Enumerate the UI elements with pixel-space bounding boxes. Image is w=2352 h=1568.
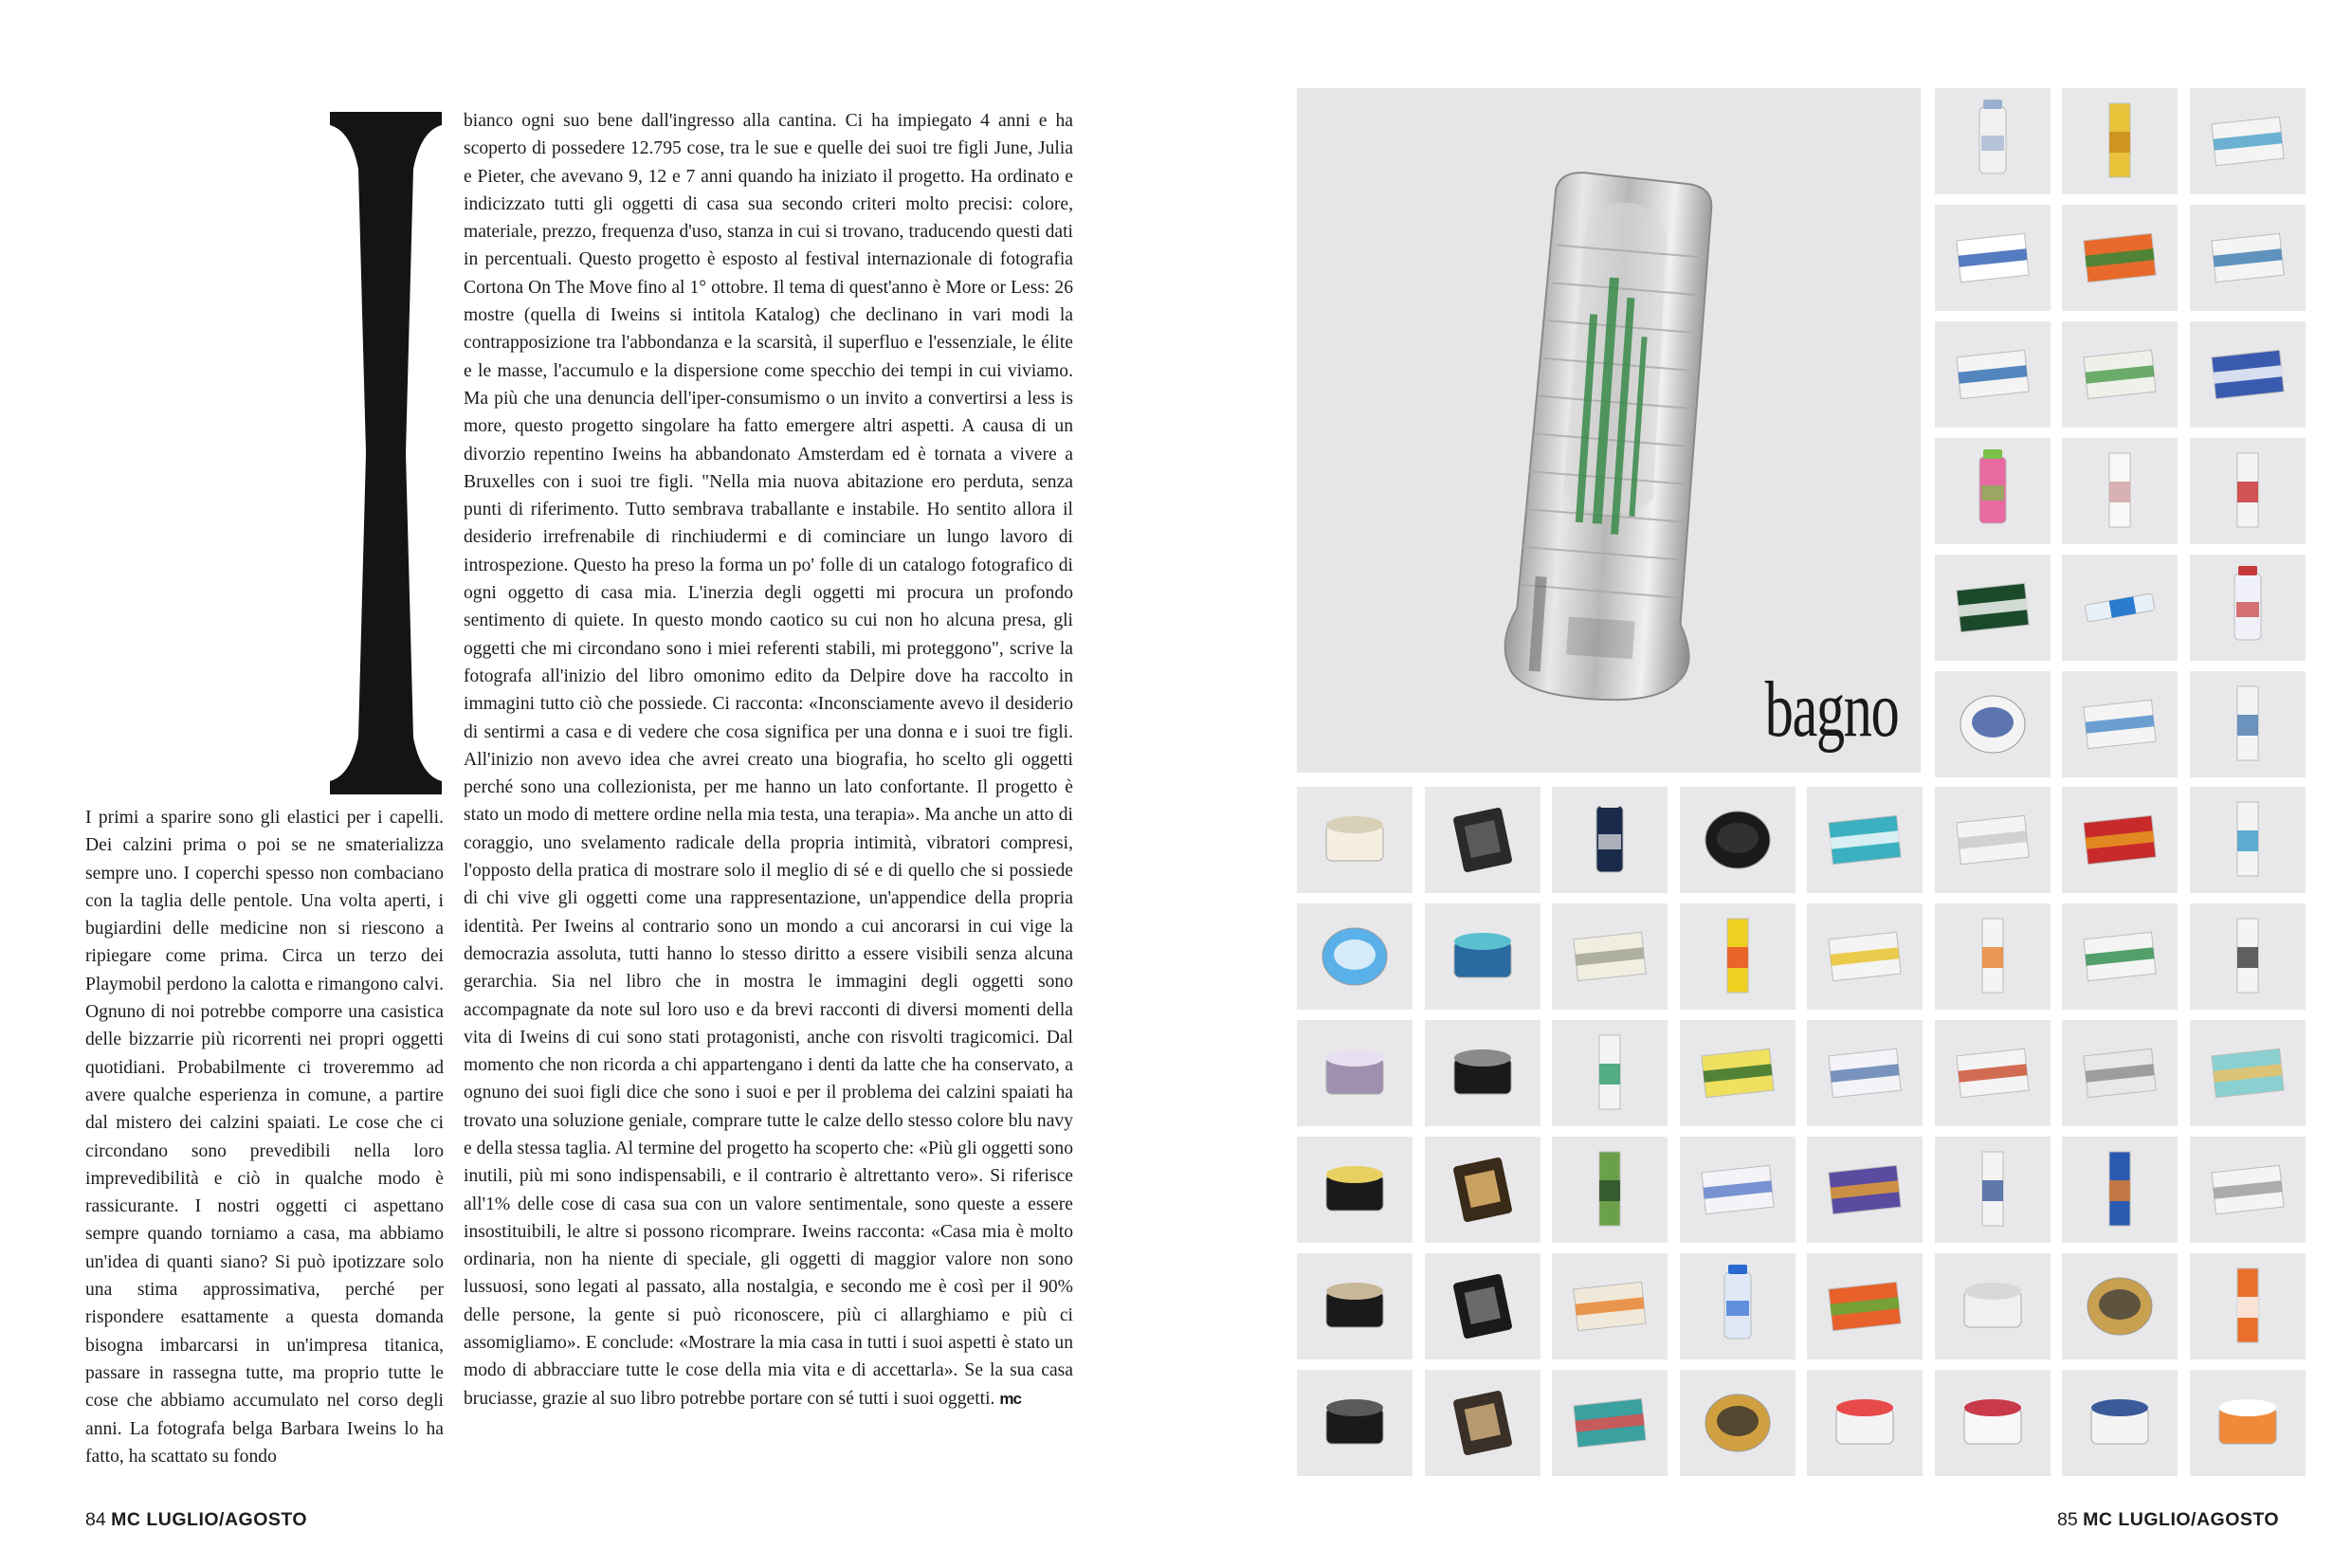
white-flat-box-icon <box>2190 1137 2306 1243</box>
middle-paragraph-text: bianco ogni suo bene dall'ingresso alla cantina. Ci ha impiegato 4 anni e ha scoperto di possedere 12.795 cose, tra le sue e quelle dei suoi tre figli June, Julia e Pieter, che avevano 9, 12 e 7 anni quando ha iniziato il progetto. Ha ordinato e indicizzato tutti gli oggetti di casa sua secondo criteri molto precisi: colore, materiale, prezzo, frequenza d'uso, stanza in cui si trovano, traducendo questi dati in percentuali. Questo progetto è esposto al festival internazionale di fotografia Cortona On The Move fino al 1° ottobre. Il tema di quest'anno è More or Less: 26 mostre (quella di Iweins si intitola Katalog) che declinano in vari modi la contrapposizione tra l'abbondanza e la scarsità, il superfluo e l'essenziale, le élite e le masse, l'accumulo e la dispersione come specchio dei tempi in cui viviamo. Ma più che una denuncia dell'iper-consumismo o un invito a convertirsi a less is more, questo progetto singolare ha fatto emergere altri aspetti. A causa di un divorzio repentino Iweins ha abbandonato Amsterdam ed è tornata a vivere a Bruxelles con i suoi tre figli. "Nella mia nuova abitazione ero perduta, senza punti di riferimento. Tutto sembrava traballante e instabile. Ho sentito allora il desiderio irrefrenabile di rinchiudermi e di cominciare un lungo lavoro di introspezione. Questo ha preso la forma un po' folle di un catalogo fotografico di ogni oggetto di casa mia. L'inerzia degli oggetti mi procura un profondo sentimento di quiete. In questo mondo caotico su cui non ho alcuna presa, gli oggetti che mi circondano sono i miei referenti stabili, mi proteggono", scrive la fotografa all'inizio del libro omonimo edito da Delpire dove ha raccolto in immagini tutto ciò che possiede. Ci racconta: «Inconsciamente avevo il desiderio di sentirmi a casa e di vedere che cosa significa per una donna e i suoi tre figli. All'inizio non avevo idea che avrei creato una biografia, ho scelto gli oggetti perché sono una collezionista, per me hanno un lato confortante. Il progetto è stato un modo di mettere ordine nella mia testa, una terapia». Ma anche un atto di coraggio, uno svelamento radicale della propria intimità, vibratori compresi, l'opposto della pratica di mostrare solo il meglio di sé e di quello che si possiede di chi vive gli oggetti come una rappresentazione, un'appendice della propria identità. Per Iweins al contrario sono un mondo a cui ancorarsi in cui vige la democrazia assoluta, tutti hanno lo stesso diritto a essere visibili senza alcuna gerarchia. Sia nel libro che in mostra le immagini degli oggetti sono accompagnate da note sul loro uso e da brevi racconti di diversi momenti della vita di Iweins di cui sono stati protagonisti, anche con risvolti tragicomici. Dal momento che non ricorda a chi appartengano i denti da latte che ha conservato, a ognuno dei suoi figli dice che sono i suoi e per il problema dei calzini spaiati ha trovato una soluzione geniale, comprare tutte le calze dello stesso colore blu navy e della stessa taglia. Al termine del progetto ha scoperto che: «Più gli oggetti sono inutili, più mi sono indispensabili, e il contrario è altrettanto vero». Si riferisce all'1% delle cose di casa sua con un valore sentimentale, sono queste a essere insostituibili, le altre si possono ricomprare. Iweins racconta: «Casa mia è molto ordinaria, non ha niente di speciale, gli oggetti di maggior valore non sono lussuosi, sono legati al passato, alla nostalgia, e secondo me è così per il 90% delle persone, la gente si può riconoscere, più ci allarghiamo e più ci assomigliamo». E conclude: «Mostrare la mia casa in tutti i suoi aspetti è stato un modo di abbracciare tutte le cose della mia vita e di accettarla». Se la sua casa bruciasse, grazie al suo libro potrebbe portare con sé tutti i suoi oggetti. <box>464 111 1073 1409</box>
product-photo-pink-bottle <box>1935 438 2051 544</box>
teal-blister-icon <box>2190 1020 2306 1126</box>
product-photo-cream-jar <box>1297 787 1413 893</box>
hero-suppository-photo <box>1297 88 1921 773</box>
pill-box-white-icon <box>2190 88 2306 194</box>
page-footer-left <box>85 1509 307 1531</box>
white-yellow-box-icon <box>1807 903 1923 1010</box>
purol-tin-icon <box>1935 671 2051 777</box>
yellow-tube-pack-icon <box>2062 88 2178 194</box>
middle-paragraph <box>464 107 1073 1413</box>
black-lid-jar-icon <box>1297 1253 1413 1359</box>
black-small-jar-icon <box>1297 1370 1413 1476</box>
product-photo-pill-bottle-dark <box>1552 787 1668 893</box>
product-photo-red-box <box>2062 787 2178 893</box>
blue-box-tilted-icon <box>2190 321 2306 428</box>
blue-tube-icon <box>2062 555 2178 661</box>
vaseline-tin-icon <box>1297 903 1413 1010</box>
blue-jar-icon <box>1425 903 1541 1010</box>
red-box-icon <box>2062 787 2178 893</box>
product-photo-buscopan-box <box>2062 205 2178 311</box>
product-photo-white-box-blue <box>2062 671 2178 777</box>
product-photo-blue-orange-box <box>2062 1137 2178 1243</box>
product-photo-teal-blister <box>2190 1020 2306 1126</box>
pill-bottle-dark-icon <box>1552 787 1668 893</box>
product-photo-black-palette <box>1425 1253 1541 1359</box>
product-photo-schnalls-box <box>1807 1137 1923 1243</box>
gold-mirror-icon <box>1680 1370 1796 1476</box>
product-photo-orange-card-box <box>1552 1253 1668 1359</box>
product-photo-white-gold-jar <box>2062 1370 2178 1476</box>
product-photo-green-box <box>1935 555 2051 661</box>
product-photo-blue-box-tilted <box>2190 321 2306 428</box>
product-photo-clear-jar <box>1935 1253 2051 1359</box>
product-photo-orange-white-box <box>1935 1020 2051 1126</box>
product-photo-black-lid-jar <box>1297 1253 1413 1359</box>
product-photo-blue-tube <box>2062 555 2178 661</box>
product-photo-white-pump-box <box>2190 787 2306 893</box>
product-photo-orange-jar <box>2190 1370 2306 1476</box>
end-sign: mc <box>999 1389 1021 1408</box>
white-tall-box-icon <box>1935 1137 2051 1243</box>
product-photo-orange-green-box <box>1807 1253 1923 1359</box>
product-photo-white-tub <box>1935 1370 2051 1476</box>
product-photo-teal-brush <box>1807 787 1923 893</box>
product-photo-white-box-stripe <box>2190 205 2306 311</box>
bronze-palette-icon <box>1425 1137 1541 1243</box>
white-orange-box-icon <box>1935 903 2051 1010</box>
white-slim-box-icon <box>2062 438 2178 544</box>
product-photo-tall-white-tube <box>2190 671 2306 777</box>
product-photo-green-tall-tube <box>1552 1137 1668 1243</box>
yellow-tube-icon <box>1680 903 1796 1010</box>
colorful-box-icon <box>1552 1370 1668 1476</box>
page-footer-right <box>2057 1509 2279 1531</box>
black-palette-icon <box>1425 1253 1541 1359</box>
white-box-stripe-icon <box>2190 205 2306 311</box>
white-green-box-icon <box>2062 903 2178 1010</box>
page-number-left: 84 <box>85 1509 106 1530</box>
product-photo-white-green-box <box>2062 903 2178 1010</box>
product-photo-cream-box <box>1552 903 1668 1010</box>
product-photo-yellow-box <box>1680 1020 1796 1126</box>
tall-white-tube-icon <box>2190 671 2306 777</box>
magazine-name-right: MC LUGLIO/AGOSTO <box>2083 1509 2280 1530</box>
green-label-box-icon <box>2062 321 2178 428</box>
product-photo-white-slim-box <box>2062 438 2178 544</box>
product-photo-sadoceb-tub <box>1807 1370 1923 1476</box>
white-blue-box-icon <box>1807 1020 1923 1126</box>
left-paragraph: I primi a sparire sono gli elastici per i capelli. Dei calzini prima o poi se ne smaterializza sempre uno. I coperchi spesso non combaciano con la taglia delle pentole. Una volta aperti, i bugiardini delle medicine non si riescono a ripiegare come prima. Circa un terzo dei Playmobil perdono la calotta e rimangono calvi. Ognuno di noi potrebbe comporre una casistica delle bizzarrie più ricorrenti nei propri oggetti quotidiani. Probabilmente ci troveremmo ad avere qualche esperienza in comune, a partire dal mistero dei calzini spaiati. Le cose che ci circondano sono prevedibili nella loro imprevedibilità e ciò in qualche modo è rassicurante. I nostri oggetti ci aspettano sempre quando torniamo a casa, ma abbiamo un'idea di quanti siano? Si può ipotizzare solo una stima approssimativa, perché per rispondere esattamente a questa domanda bisogna imbarcarsi in un'impresa titanica, passare in rassegna tutte, ma proprio tutte le cose che abbiamo accumulato nel corso degli anni. La fotografa belga Barbara Iweins lo ha fatto, ha scattato su fondo <box>85 808 444 1467</box>
product-photo-blue-jar <box>1425 903 1541 1010</box>
product-photo-pill-box-white <box>2190 88 2306 194</box>
product-photo-black-round-jar <box>1297 1137 1413 1243</box>
product-photo-orange-carton <box>2190 1253 2306 1359</box>
blue-cap-bottle-icon <box>1680 1253 1796 1359</box>
magazine-name-left: MC LUGLIO/AGOSTO <box>111 1509 308 1530</box>
product-photo-gold-compact <box>2062 1253 2178 1359</box>
orange-jar-icon <box>2190 1370 2306 1476</box>
white-box-blue-icon <box>2062 671 2178 777</box>
product-photo-lysox-box <box>1935 205 2051 311</box>
product-photo-white-slim-stripe <box>2190 903 2306 1010</box>
green-white-tube-icon <box>1552 1020 1668 1126</box>
blue-white-box-icon <box>1680 1137 1796 1243</box>
product-photo-white-tall-box <box>1935 1137 2051 1243</box>
article-text-left <box>85 804 444 1470</box>
product-photo-purple-jar <box>1297 1020 1413 1126</box>
product-photo-green-white-tube <box>1552 1020 1668 1126</box>
product-photo-bronze-palette <box>1425 1137 1541 1243</box>
product-photo-white-blue-box <box>1807 1020 1923 1126</box>
article-text-middle <box>464 107 1073 1413</box>
product-photo-white-flat-box <box>2190 1137 2306 1243</box>
product-photo-yellow-tube-pack <box>2062 88 2178 194</box>
pink-bottle-icon <box>1935 438 2051 544</box>
black-jar-icon <box>1680 787 1796 893</box>
product-photo-eyeshadow-palette <box>1425 1370 1541 1476</box>
cream-jar-icon <box>1297 787 1413 893</box>
product-photo-gold-mirror <box>1680 1370 1796 1476</box>
orange-carton-icon <box>2190 1253 2306 1359</box>
black-pot-icon <box>1425 1020 1541 1126</box>
blue-orange-box-icon <box>2062 1137 2178 1243</box>
product-photo-colorful-box <box>1552 1370 1668 1476</box>
lotion-bottle-icon <box>1935 88 2051 194</box>
page-number-right: 85 <box>2057 1509 2078 1530</box>
orange-white-box-icon <box>1935 1020 2051 1126</box>
sedifress-box-icon <box>1935 321 2051 428</box>
yellow-box-icon <box>1680 1020 1796 1126</box>
spray-bottle-icon <box>2190 555 2306 661</box>
white-gold-jar-icon <box>2062 1370 2178 1476</box>
cream-box-icon <box>1552 903 1668 1010</box>
white-pump-box-icon <box>2190 787 2306 893</box>
buscopan-box-icon <box>2062 205 2178 311</box>
product-photo-white-small-box <box>1935 787 2051 893</box>
black-compact-icon <box>1425 787 1541 893</box>
clear-jar-icon <box>1935 1253 2051 1359</box>
eyeshadow-palette-icon <box>1425 1370 1541 1476</box>
product-photo-green-label-box <box>2062 321 2178 428</box>
product-photo-grey-box <box>2062 1020 2178 1126</box>
product-photo-white-orange-box <box>1935 903 2051 1010</box>
product-photo-sedifress-box <box>1935 321 2051 428</box>
product-photo-purol-tin <box>1935 671 2051 777</box>
product-photo-blue-cap-bottle <box>1680 1253 1796 1359</box>
orange-green-box-icon <box>1807 1253 1923 1359</box>
grey-box-icon <box>2062 1020 2178 1126</box>
orange-card-box-icon <box>1552 1253 1668 1359</box>
purple-jar-icon <box>1297 1020 1413 1126</box>
room-label-bagno: bagno <box>1764 665 1898 754</box>
product-photo-red-white-box <box>2190 438 2306 544</box>
green-box-icon <box>1935 555 2051 661</box>
white-tub-icon <box>1935 1370 2051 1476</box>
product-photo-black-small-jar <box>1297 1370 1413 1476</box>
lysox-box-icon <box>1935 205 2051 311</box>
product-photo-spray-bottle <box>2190 555 2306 661</box>
product-photo-yellow-tube <box>1680 903 1796 1010</box>
sadoceb-tub-icon <box>1807 1370 1923 1476</box>
product-photo-blue-white-box <box>1680 1137 1796 1243</box>
green-tall-tube-icon <box>1552 1137 1668 1243</box>
product-photo-grid <box>1297 88 2306 1476</box>
product-photo-lotion-bottle <box>1935 88 2051 194</box>
white-slim-stripe-icon <box>2190 903 2306 1010</box>
product-photo-black-pot <box>1425 1020 1541 1126</box>
product-photo-black-jar <box>1680 787 1796 893</box>
product-photo-vaseline-tin <box>1297 903 1413 1010</box>
black-round-jar-icon <box>1297 1137 1413 1243</box>
white-small-box-icon <box>1935 787 2051 893</box>
red-white-box-icon <box>2190 438 2306 544</box>
teal-brush-icon <box>1807 787 1923 893</box>
product-photo-black-compact <box>1425 787 1541 893</box>
gold-compact-icon <box>2062 1253 2178 1359</box>
drop-cap-letter <box>330 112 442 794</box>
schnalls-box-icon <box>1807 1137 1923 1243</box>
product-photo-white-yellow-box <box>1807 903 1923 1010</box>
